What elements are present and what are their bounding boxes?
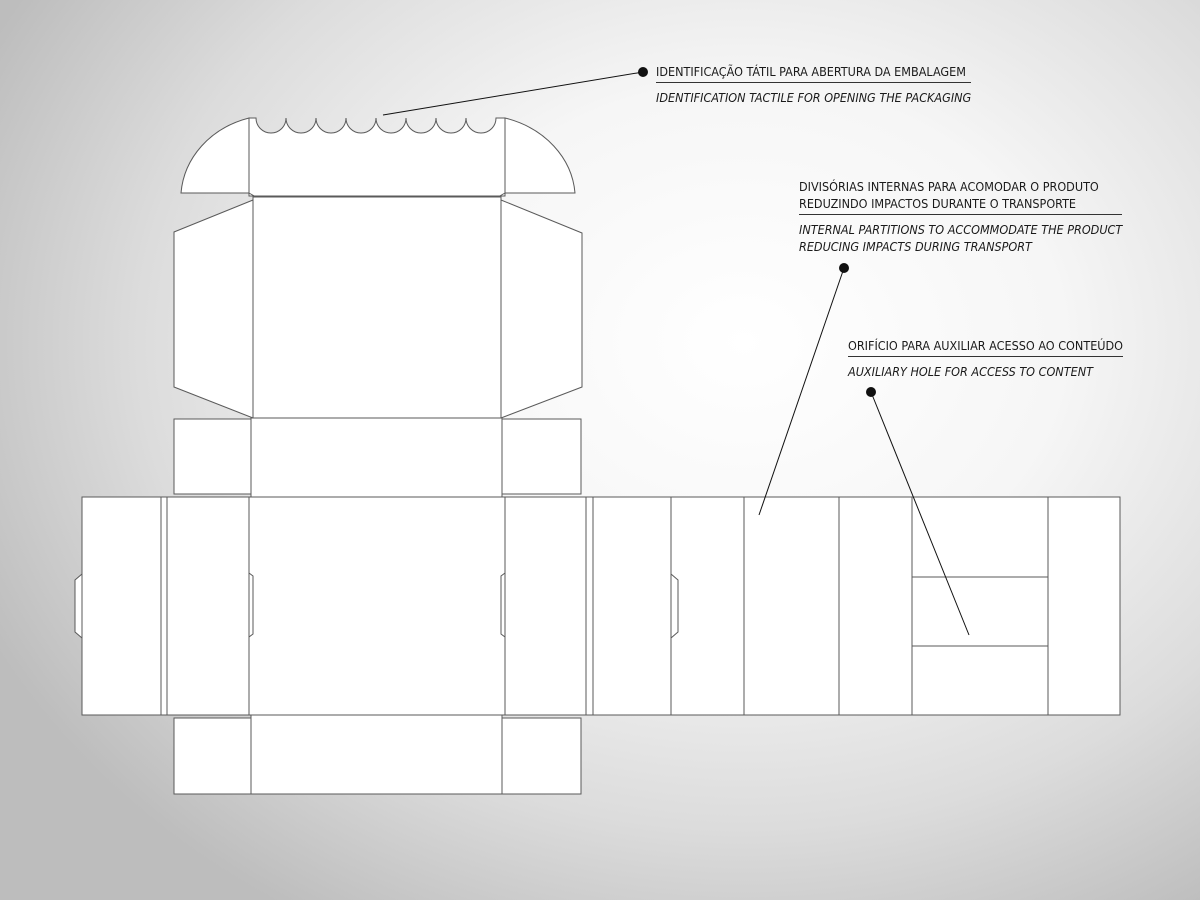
hole-annotation [848, 337, 1123, 380]
hole-label-pt: ORIFÍCIO PARA AUXILIAR ACESSO AO CONTEÚDO [848, 337, 1123, 357]
partition-panel-4 [839, 497, 912, 715]
access-hole [912, 577, 1048, 646]
right-narrow-strip [586, 497, 593, 715]
tactile-annotation [656, 63, 971, 106]
left-side-panel [167, 497, 249, 715]
partitions-label-pt-line2: REDUZINDO IMPACTOS DURANTE O TRANSPORTE [799, 196, 1077, 211]
lid-right-dust-flap [501, 200, 582, 418]
partitions-label-en [799, 221, 1122, 255]
right-side-panel [505, 497, 586, 715]
back-left-tab [174, 419, 251, 494]
partition-panel-3 [744, 497, 839, 715]
front-wall-panel [251, 715, 502, 794]
left-lock-tab [75, 574, 82, 638]
hole-label-en: AUXILIARY HOLE FOR ACCESS TO CONTENT [848, 364, 1093, 379]
base-left-notch [249, 573, 253, 637]
right-round-ear [505, 118, 575, 193]
partitions-leader-dot [840, 264, 849, 273]
partition-lock-tab [671, 574, 678, 638]
partitions-label-pt-line1: DIVISÓRIAS INTERNAS PARA ACOMODAR O PRODUTO [799, 179, 1099, 194]
front-right-tab [502, 718, 581, 794]
back-right-tab [502, 419, 581, 494]
left-narrow-strip [161, 497, 167, 715]
partition-panel-1 [593, 497, 671, 715]
lid-panel [253, 197, 501, 418]
base-panel [249, 497, 505, 715]
partition-panel-2 [671, 497, 744, 715]
partitions-annotation [799, 178, 1122, 255]
partitions-label-pt [799, 178, 1122, 215]
base-right-notch [501, 573, 505, 637]
hole-leader-dot [867, 388, 876, 397]
left-round-ear [181, 118, 249, 193]
tactile-label-en: IDENTIFICATION TACTILE FOR OPENING THE PACKAGING [656, 90, 972, 105]
tactile-leader-line [383, 72, 643, 115]
partition-end-panel [1048, 497, 1120, 715]
front-left-tab [174, 718, 251, 794]
back-wall-panel [251, 418, 502, 497]
tactile-label-pt: IDENTIFICAÇÃO TÁTIL PARA ABERTURA DA EMBALAGEM [656, 63, 971, 83]
left-outer-panel [82, 497, 161, 715]
tactile-top-flap [249, 118, 505, 196]
lid-left-dust-flap [174, 200, 253, 418]
partitions-label-en-line2: REDUCING IMPACTS DURING TRANSPORT [799, 239, 1032, 254]
tactile-leader-dot [639, 68, 648, 77]
partitions-label-en-line1: INTERNAL PARTITIONS TO ACCOMMODATE THE PRODUCT [799, 222, 1123, 237]
partitions-leader-line [759, 268, 844, 515]
